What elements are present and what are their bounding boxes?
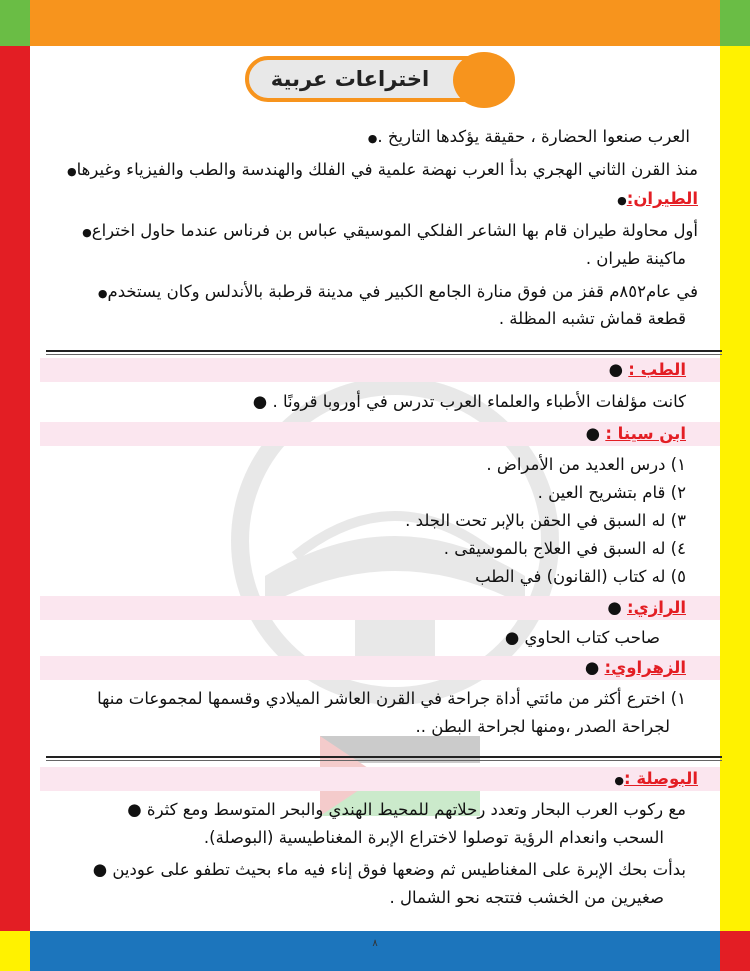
medicine-heading: الطب : ● xyxy=(608,360,686,379)
frame-corner-bottom-right xyxy=(720,931,750,971)
intro-line-2: منذ القرن الثاني الهجري بدأ العرب نهضة علمية في الفلك والهندسة والطب والفيزياء وغيرها ● xyxy=(64,157,698,185)
frame-corner-top-right xyxy=(720,0,750,46)
razi-item: صاحب كتاب الحاوي ● xyxy=(504,628,660,647)
frame-corner-top-left xyxy=(0,0,30,46)
section-divider xyxy=(46,350,722,352)
zahrawi-line-2: لجراحة الصدر ،ومنها لجراحة البطن .. xyxy=(415,717,670,736)
ibn-sina-item-1: ١) درس العديد من الأمراض . xyxy=(486,455,686,474)
compass-p2-line1: بدأت بحك الإبرة على المغناطيس ثم وضعها فوق إناء فيه ماء بحيث تطفو على عودين ● xyxy=(92,860,686,879)
ibn-sina-heading: ابن سينا : ● xyxy=(585,424,686,443)
intro-line-1: العرب صنعوا الحضارة ، حقيقة يؤكدها التاريخ . ● xyxy=(365,124,690,152)
page-title: اختراعات عربية xyxy=(270,67,430,91)
title-banner xyxy=(245,52,515,108)
title-circle xyxy=(453,52,515,108)
ibn-sina-item-5: ٥) له كتاب (القانون) في الطب xyxy=(475,567,686,586)
flight-p1-line2: ماكينة طيران . xyxy=(585,249,686,268)
zahrawi-line-1: ١) اخترع أكثر من مائتي أداة جراحة في القرن العاشر الميلادي وقسمها لمجموعات منها xyxy=(97,689,686,708)
section-divider-2-thin xyxy=(46,760,722,761)
compass-p1-line2: السحب وانعدام الرؤية توصلوا لاختراع الإبرة المغناطيسية (البوصلة). xyxy=(203,828,664,847)
frame-corner-bottom-left xyxy=(0,931,30,971)
ibn-sina-item-3: ٣) له السبق في الحقن بالإبر تحت الجلد . xyxy=(405,511,686,530)
razi-heading: الرازي: ● xyxy=(607,598,686,617)
frame-top xyxy=(0,0,750,46)
compass-p2-line2: صغيرين من الخشب فتتجه نحو الشمال . xyxy=(389,888,664,907)
flight-p1-line1: أول محاولة طيران قام بها الشاعر الفلكي الموسيقي عباس بن فرناس عندما حاول اختراع ● xyxy=(79,218,698,246)
frame-left xyxy=(0,46,30,931)
frame-bottom xyxy=(0,931,750,971)
medicine-line: كانت مؤلفات الأطباء والعلماء العرب تدرس في أوروبا قرونًا . ● xyxy=(252,392,686,411)
ibn-sina-item-4: ٤) له السبق في العلاج بالموسيقى . xyxy=(443,539,686,558)
compass-p1-line1: مع ركوب العرب البحار وتعدد رحلاتهم للمحيط الهندي والبحر المتوسط ومع كثرة ● xyxy=(127,800,686,819)
frame-right xyxy=(720,46,750,931)
page-number: ٨ xyxy=(372,938,378,949)
page-content xyxy=(30,46,720,931)
ibn-sina-item-2: ٢) قام بتشريح العين . xyxy=(537,483,686,502)
zahrawi-heading: الزهراوي: ● xyxy=(584,658,686,677)
flight-p2-line1: في عام٨٥٢م قفز من فوق منارة الجامع الكبير في مدينة قرطبة بالأندلس وكان يستخدم ● xyxy=(95,279,698,307)
compass-heading: البوصلة : ● xyxy=(611,766,698,794)
flight-heading: الطيران: ● xyxy=(614,186,698,214)
section-divider-2 xyxy=(46,756,722,758)
flight-p2-line2: قطعة قماش تشبه المظلة . xyxy=(498,309,686,328)
section-divider-thin xyxy=(46,354,722,355)
